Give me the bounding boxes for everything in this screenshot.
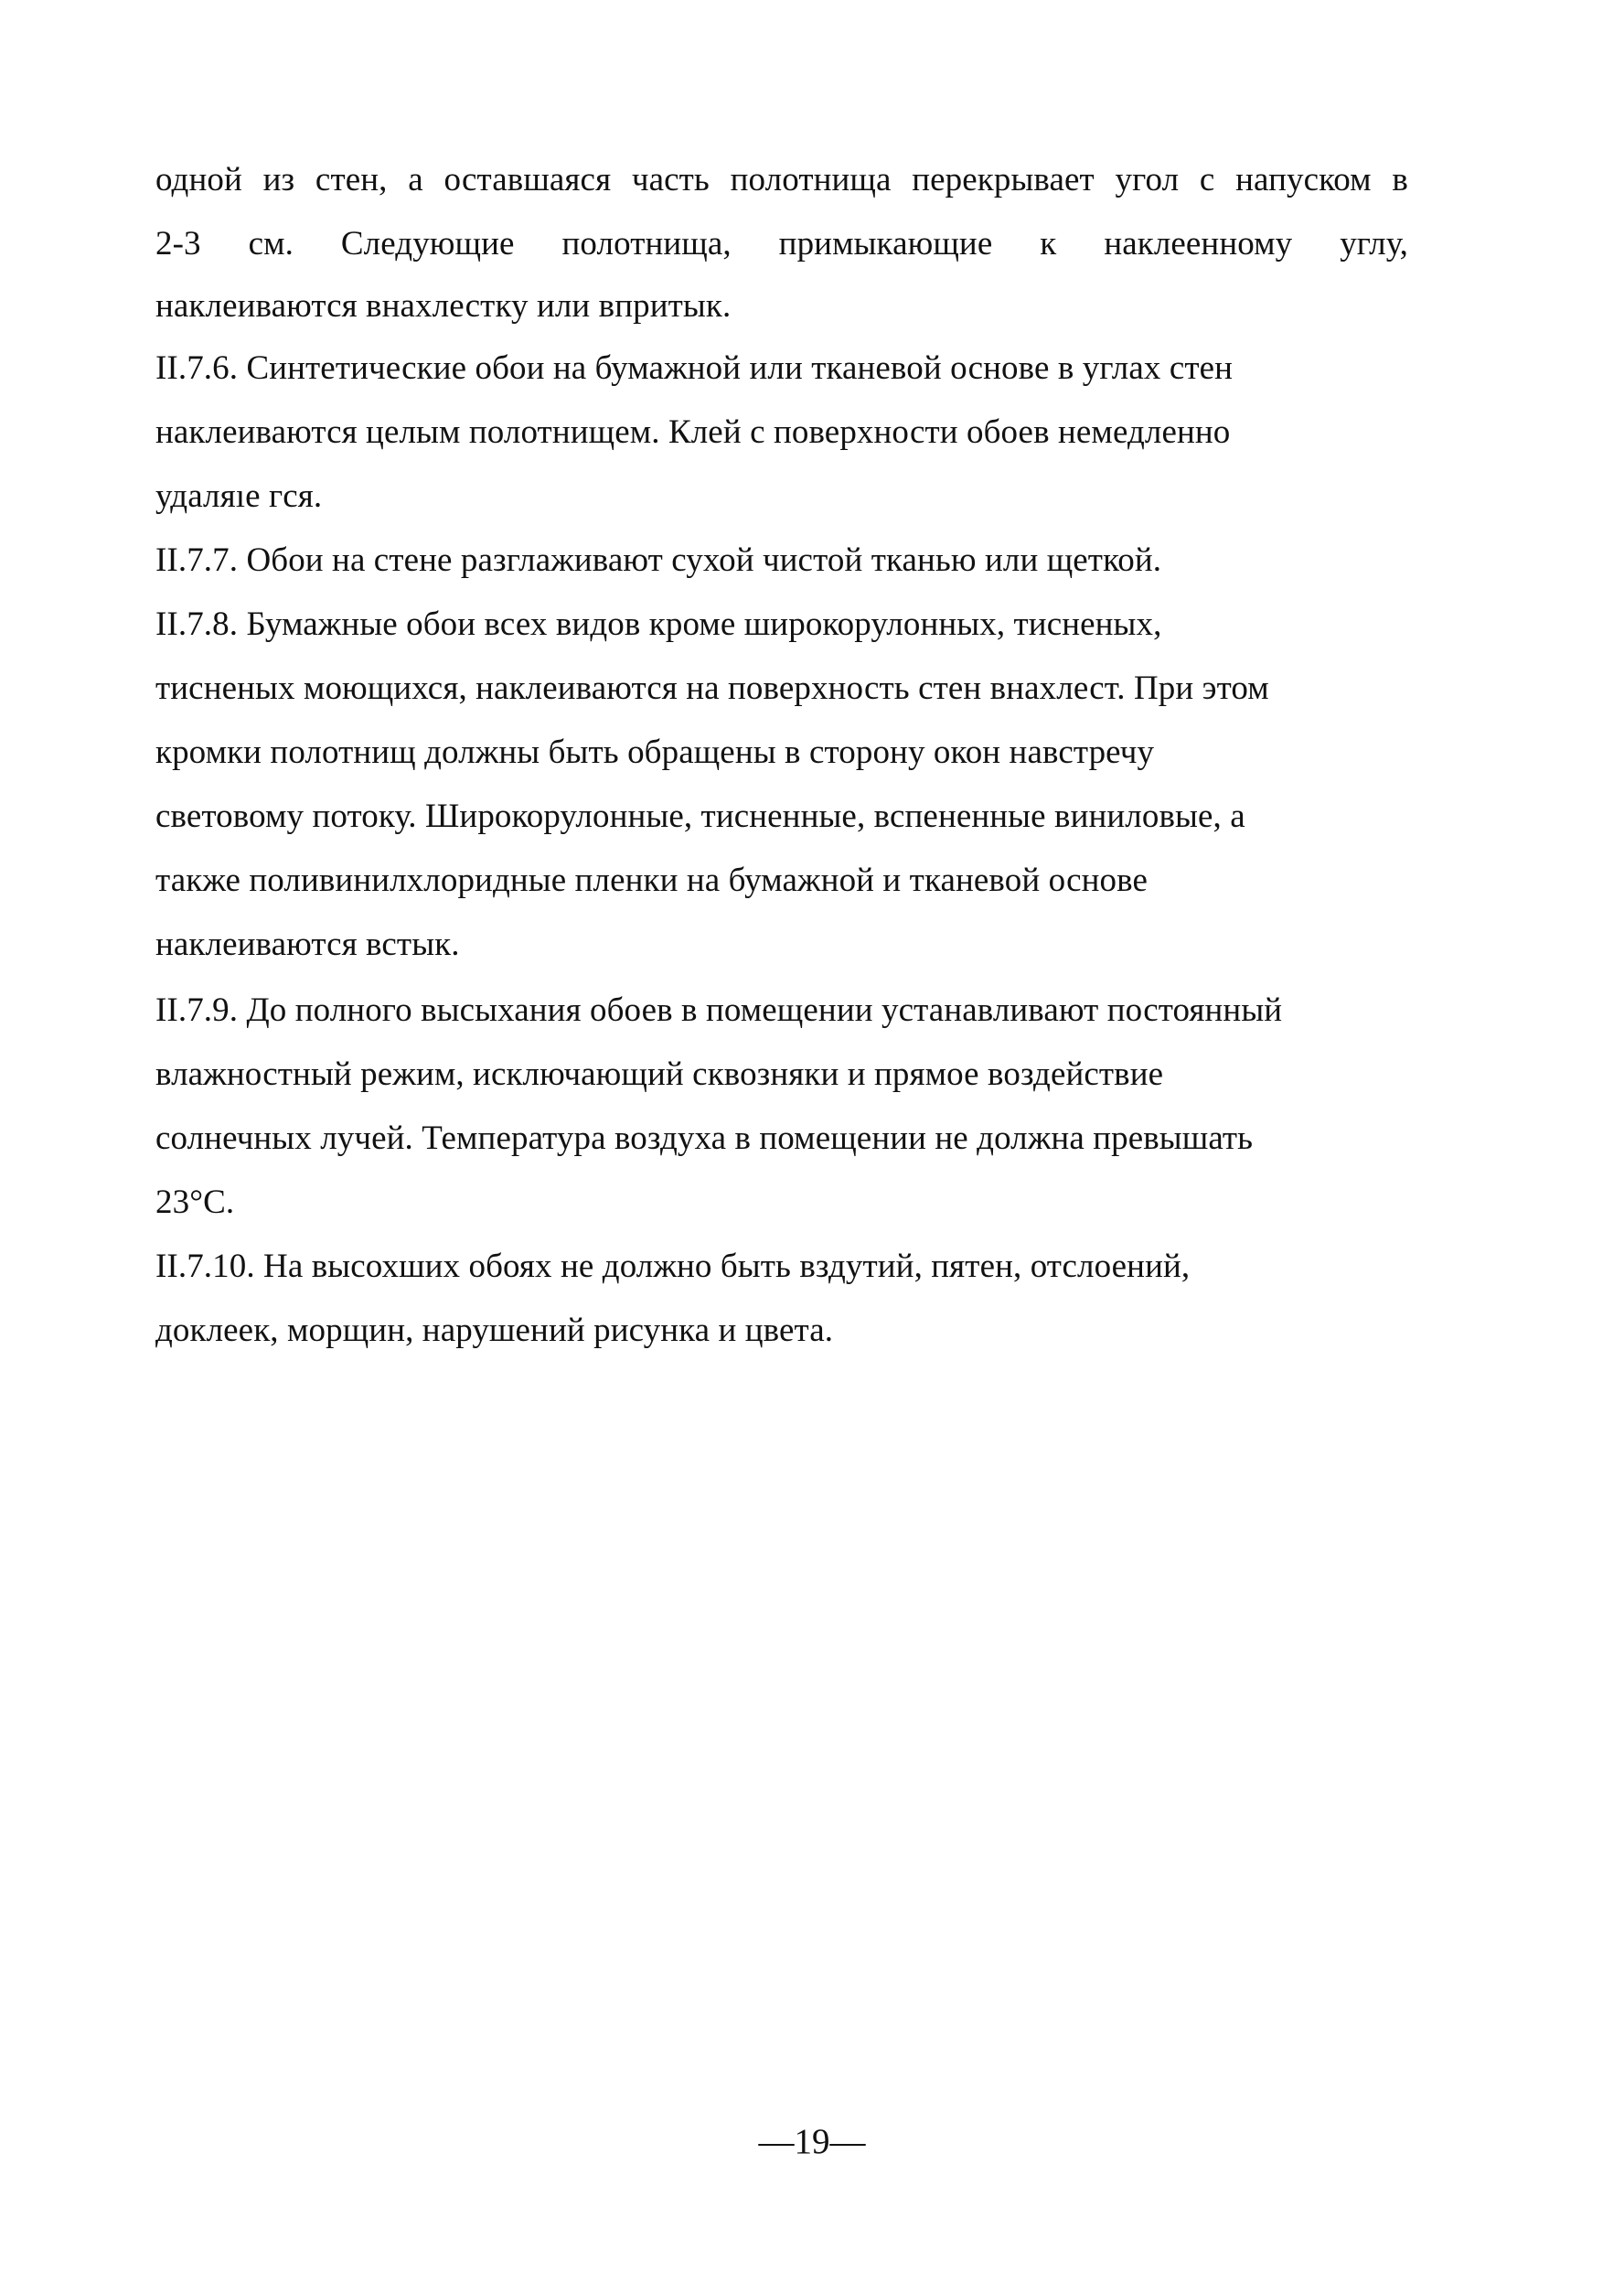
- text-line-13: наклеиваются встык.: [155, 926, 460, 963]
- text-line-2: 2-3 см. Следующие полотнища, примыкающие к наклеенному углу,: [155, 225, 1408, 263]
- text-line-18: II.7.10. На высохших обоях не должно быть вздутий, пятен, отслоений,: [155, 1248, 1191, 1285]
- text-line-16: солнечных лучей. Температура воздуха в помещении не должна превышать: [155, 1120, 1254, 1157]
- page-number: —19—: [758, 2122, 866, 2161]
- text-line-12: также поливинилхлоридные пленки на бумажной и тканевой основе: [155, 862, 1148, 899]
- text-line-19: доклеек, морщин, нарушений рисунка и цвета.: [155, 1312, 834, 1349]
- text-line-1: одной из стен, а оставшаяся часть полотнища перекрывает угол с напуском в: [155, 161, 1408, 198]
- text-line-9: тисненых моющихся, наклеиваются на поверхность стен внахлест. При этом: [155, 670, 1269, 707]
- text-line-4: II.7.6. Синтетические обои на бумажной или тканевой основе в углах стен: [155, 349, 1234, 387]
- text-line-5: наклеиваются целым полотнищем. Клей с поверхности обоев немедленно: [155, 413, 1231, 451]
- text-line-17: 23°С.: [155, 1184, 235, 1221]
- text-line-11: световому потоку. Широкорулонные, тисненные, вспененные виниловые, а: [155, 798, 1245, 835]
- text-line-7: II.7.7. Обои на стене разглаживают сухой чистой тканью или щеткой.: [155, 541, 1162, 579]
- text-line-3: наклеиваются внахлестку или впритык.: [155, 287, 732, 325]
- text-line-6: удаляıe гся.: [155, 477, 323, 515]
- text-line-15: влажностный режим, исключающий сквозняки и прямое воздействие: [155, 1055, 1164, 1093]
- text-line-10: кромки полотнищ должны быть обращены в сторону окон навстречу: [155, 734, 1155, 771]
- text-line-14: II.7.9. До полного высыхания обоев в помещении устанавливают постоянный: [155, 991, 1283, 1029]
- text-line-8: II.7.8. Бумажные обои всех видов кроме широкорулонных, тисненых,: [155, 605, 1162, 643]
